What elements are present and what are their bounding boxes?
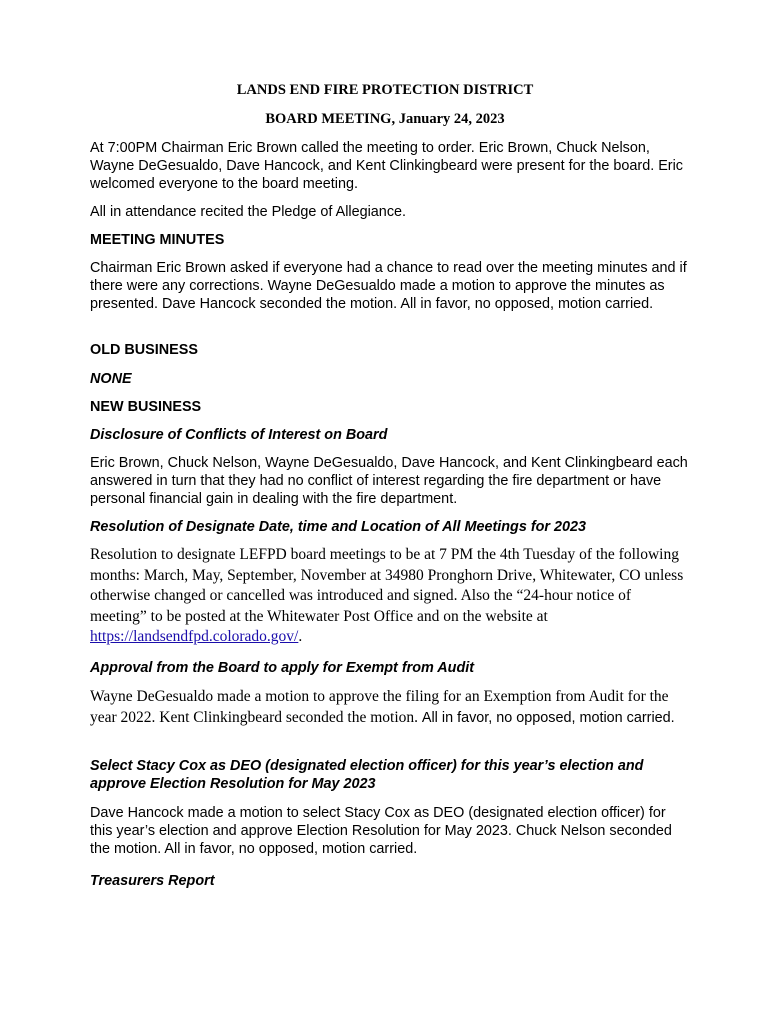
deo-heading: Select Stacy Cox as DEO (designated election officer) for this year’s election and approve Election Resolution for May 2023 (90, 758, 644, 792)
meeting-minutes-paragraph: Chairman Eric Brown asked if everyone had a chance to read over the meeting minutes and if there were any corrections. Wayne DeGesualdo made a motion to approve the minutes as presented. Dave Hancock seconded the motion. All in favor, no opposed, motion carried. (90, 260, 687, 312)
deo-paragraph (90, 804, 690, 858)
audit-heading: Approval from the Board to apply for Exempt from Audit (90, 660, 475, 676)
resolution-heading: Resolution of Designate Date, time and Location of All Meetings for 2023 (90, 519, 587, 535)
document-title: LANDS END FIRE PROTECTION DISTRICT (236, 82, 534, 98)
meeting-minutes-heading: MEETING MINUTES (90, 232, 225, 248)
conflicts-paragraph: Eric Brown, Chuck Nelson, Wayne DeGesualdo, Dave Hancock, and Kent Clinkingbeard each answered in turn that they had no conflict of interest regarding the fire department or have personal financial gain in dealing with the fire department. (90, 455, 688, 507)
website-link[interactable]: https://landsendfpd.colorado.gov/ (90, 628, 299, 645)
pledge-paragraph: All in attendance recited the Pledge of Allegiance. (90, 204, 407, 220)
resolution-period: . (298, 628, 303, 645)
document-subtitle: BOARD MEETING, January 24, 2023 (265, 111, 505, 127)
treasurers-report-heading: Treasurers Report (90, 873, 215, 889)
old-business-text: NONE (90, 371, 132, 387)
conflicts-heading: Disclosure of Conflicts of Interest on Board (90, 427, 388, 443)
old-business-heading: OLD BUSINESS (90, 342, 198, 358)
resolution-text: Resolution to designate LEFPD board meetings to be at 7 PM the 4th Tuesday of the following months: March, May, September, November at 34980 Pronghorn Drive, Whitewater, CO unless otherwise changed or cancelled was introduced and signed. Also the “24-hour notice of meeting” to be posted at the Whitewater Post Office and on the website at (90, 546, 684, 625)
audit-text: Wayne DeGesualdo made a motion to approve the filing for an Exemption from Audit for the year 2022. Kent Clinkingbeard seconded the motion. (90, 688, 669, 726)
new-business-heading: NEW BUSINESS (90, 399, 202, 415)
audit-paragraph (90, 687, 690, 728)
resolution-paragraph (90, 545, 690, 648)
deo-result: All in favor, no opposed, motion carried. (164, 841, 418, 857)
deo-text: Dave Hancock made a motion to select Stacy Cox as DEO (designated election officer) for this year’s election and approve Election Resolution for May 2023. Chuck Nelson seconded the motion. (90, 805, 672, 857)
opening-paragraph: At 7:00PM Chairman Eric Brown called the meeting to order. Eric Brown, Chuck Nelson, Wayne DeGesualdo, Dave Hancock, and Kent Clinkingbeard were present for the board. Eric welcomed everyone to the board meeting. (90, 140, 683, 192)
audit-result: All in favor, no opposed, motion carried. (421, 709, 675, 726)
